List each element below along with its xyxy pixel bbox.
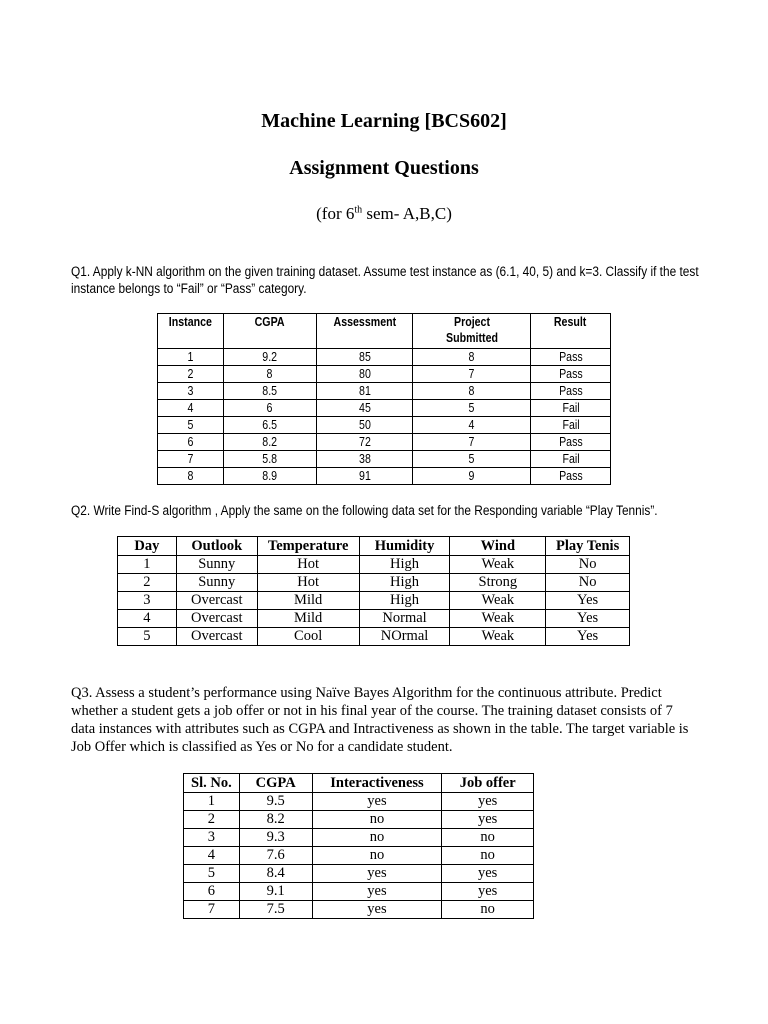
- table-cell: 7.6: [239, 847, 312, 865]
- table-cell-value: 9.2: [262, 349, 278, 364]
- table-row: [158, 383, 611, 400]
- table-cell: [413, 451, 531, 468]
- knn-training-table: [157, 313, 611, 485]
- column-header: Job offer: [442, 774, 534, 793]
- table-cell: Sunny: [176, 574, 257, 592]
- table-cell-value: Fail: [562, 451, 580, 466]
- table-cell-value: 5: [187, 417, 194, 432]
- table-cell-value: 38: [358, 451, 371, 466]
- table-cell: no: [442, 829, 534, 847]
- table-cell-value: 85: [358, 349, 371, 364]
- table-cell: yes: [442, 883, 534, 901]
- table-cell-value: Pass: [558, 366, 583, 381]
- table-cell-value: 6: [187, 434, 194, 449]
- table-cell: [223, 468, 316, 485]
- table-cell: No: [546, 556, 630, 574]
- table-cell: no: [442, 847, 534, 865]
- table-cell-value: 4: [187, 400, 194, 415]
- table-cell: 8.2: [239, 811, 312, 829]
- table-cell-value: 8: [468, 383, 475, 398]
- table-row: [184, 883, 534, 901]
- table-cell-value: 45: [358, 400, 371, 415]
- table-cell: [316, 349, 413, 366]
- table-cell: Sunny: [176, 556, 257, 574]
- table-cell: yes: [442, 811, 534, 829]
- subtitle-prefix: (for 6: [316, 204, 355, 223]
- table-cell-value: 8: [266, 366, 273, 381]
- naive-bayes-dataset-table: [183, 773, 534, 919]
- table-cell: [158, 383, 224, 400]
- table-cell: Cool: [257, 628, 359, 646]
- table-cell: yes: [442, 793, 534, 811]
- table-cell: 9.3: [239, 829, 312, 847]
- table-cell: yes: [312, 883, 442, 901]
- table-cell-value: 7: [468, 366, 475, 381]
- table-cell-value: Pass: [558, 383, 583, 398]
- table-cell-value: 9: [468, 468, 475, 483]
- table-row: [118, 610, 630, 628]
- table-cell-value: 5.8: [262, 451, 278, 466]
- table-row: [184, 865, 534, 883]
- table-cell: 3: [184, 829, 240, 847]
- table-cell-value: Fail: [562, 400, 580, 415]
- table-cell: 9.1: [239, 883, 312, 901]
- table-cell-value: 8.5: [262, 383, 278, 398]
- table-row: [158, 366, 611, 383]
- table-row: [118, 574, 630, 592]
- table-cell-value: 7: [187, 451, 194, 466]
- table-cell-value: Pass: [558, 349, 583, 364]
- question-3-text: Q3. Assess a student’s performance using Naïve Bayes Algorithm for the continuous attribute. Predict whether a student gets a job offer or not in his final year of the course. The training dataset consists of 7 data instances with attributes such as CGPA and Intractiveness as shown in the table. The target variable is Job Offer which is classified as Yes or No for a candidate student.: [71, 685, 689, 755]
- table-cell: [223, 366, 316, 383]
- table-cell: High: [359, 574, 450, 592]
- table-cell: Weak: [450, 628, 546, 646]
- table-cell: [413, 349, 531, 366]
- table-cell: Mild: [257, 610, 359, 628]
- table-cell: Strong: [450, 574, 546, 592]
- table-cell: 4: [118, 610, 177, 628]
- column-header: CGPA: [239, 774, 312, 793]
- table-cell: [531, 451, 611, 468]
- table-cell: [316, 400, 413, 417]
- table-cell: [158, 349, 224, 366]
- table-cell-value: Pass: [558, 468, 583, 483]
- table-cell: [531, 349, 611, 366]
- table-cell: Weak: [450, 592, 546, 610]
- table-cell: no: [312, 811, 442, 829]
- table-cell: [158, 400, 224, 417]
- table-cell: 7: [184, 901, 240, 919]
- question-2-text: Q2. Write Find-S algorithm , Apply the same on the following data set for the Responding variable “Play Tennis”.: [71, 503, 658, 518]
- table-cell: [316, 451, 413, 468]
- subtitle-suffix: sem- A,B,C): [362, 204, 452, 223]
- table-cell: [413, 417, 531, 434]
- table-cell: no: [312, 829, 442, 847]
- column-header: [316, 314, 413, 349]
- table-cell: [316, 417, 413, 434]
- table-row: [184, 811, 534, 829]
- subtitle-superscript: th: [354, 204, 363, 216]
- table-cell: [223, 417, 316, 434]
- table-cell-value: 3: [187, 383, 194, 398]
- table-cell: yes: [312, 901, 442, 919]
- column-header: Temperature: [257, 537, 359, 556]
- table-cell: [531, 366, 611, 383]
- column-header: [531, 314, 611, 349]
- table-cell: Hot: [257, 556, 359, 574]
- table-cell: yes: [312, 865, 442, 883]
- table-cell: [413, 468, 531, 485]
- document-subtitle: [0, 204, 768, 224]
- table-row: [158, 451, 611, 468]
- table-cell-value: 80: [358, 366, 371, 381]
- table-cell: 2: [184, 811, 240, 829]
- table-cell: no: [442, 901, 534, 919]
- table-cell-value: 50: [358, 417, 371, 432]
- table-cell-value: 8: [468, 349, 475, 364]
- column-header: Outlook: [176, 537, 257, 556]
- table-cell: Hot: [257, 574, 359, 592]
- course-title: Machine Learning [BCS602]: [261, 110, 507, 132]
- table-cell: NOrmal: [359, 628, 450, 646]
- table-cell: 7.5: [239, 901, 312, 919]
- table-cell: [223, 349, 316, 366]
- table-cell: [413, 434, 531, 451]
- table-cell: no: [312, 847, 442, 865]
- column-header: Play Tenis: [546, 537, 630, 556]
- table-row: [118, 556, 630, 574]
- table-cell: 8.4: [239, 865, 312, 883]
- table-cell: [531, 383, 611, 400]
- table-cell: Normal: [359, 610, 450, 628]
- table-cell: [531, 400, 611, 417]
- table-cell-value: 6.5: [262, 417, 278, 432]
- column-header: Wind: [450, 537, 546, 556]
- table-cell: High: [359, 556, 450, 574]
- column-header-label: Result: [554, 315, 587, 329]
- find-s-dataset-table: [117, 536, 630, 646]
- table-row: [184, 793, 534, 811]
- table-cell: Yes: [546, 628, 630, 646]
- table-cell: [413, 366, 531, 383]
- document-title: Assignment Questions: [289, 157, 479, 179]
- column-header: Day: [118, 537, 177, 556]
- table-cell: 4: [184, 847, 240, 865]
- table-cell: 3: [118, 592, 177, 610]
- table-cell: [413, 383, 531, 400]
- table-cell: 1: [184, 793, 240, 811]
- column-header: [413, 314, 531, 349]
- table-cell: [158, 417, 224, 434]
- table-cell: Overcast: [176, 610, 257, 628]
- table-cell: [316, 468, 413, 485]
- table-cell: [223, 451, 316, 468]
- table-cell-value: 2: [187, 366, 194, 381]
- column-header-label: CGPA: [254, 315, 285, 329]
- table-cell: [158, 366, 224, 383]
- table-cell: Yes: [546, 592, 630, 610]
- table-cell: [531, 417, 611, 434]
- table-cell: yes: [442, 865, 534, 883]
- table-row: [158, 400, 611, 417]
- table-row: [118, 628, 630, 646]
- table-cell: [223, 434, 316, 451]
- table-row: [158, 349, 611, 366]
- question-1-text: Q1. Apply k-NN algorithm on the given training dataset. Assume test instance as (6.1, 40, 5) and k=3. Classify if the test instance belongs to “Fail” or “Pass” category.: [71, 264, 699, 296]
- table-cell-value: 81: [358, 383, 371, 398]
- column-header-label: Instance: [168, 315, 213, 329]
- table-cell: Overcast: [176, 628, 257, 646]
- table-cell-value: 1: [187, 349, 194, 364]
- column-header: [223, 314, 316, 349]
- column-header: Interactiveness: [312, 774, 442, 793]
- table-cell: [158, 468, 224, 485]
- table-cell: Overcast: [176, 592, 257, 610]
- table-cell: 1: [118, 556, 177, 574]
- column-header-label: Project Submitted: [445, 315, 498, 345]
- table-cell: Mild: [257, 592, 359, 610]
- table-cell-value: 8.9: [262, 468, 278, 483]
- table-cell: [413, 400, 531, 417]
- table-cell: 2: [118, 574, 177, 592]
- table-cell: [158, 434, 224, 451]
- table-cell: [531, 434, 611, 451]
- table-cell: No: [546, 574, 630, 592]
- table-cell: [531, 468, 611, 485]
- table-row: [158, 468, 611, 485]
- table-row: [184, 829, 534, 847]
- table-cell: 5: [118, 628, 177, 646]
- column-header: Sl. No.: [184, 774, 240, 793]
- table-cell-value: Fail: [562, 417, 580, 432]
- table-cell: 6: [184, 883, 240, 901]
- table-cell-value: 7: [468, 434, 475, 449]
- table-cell-value: 8.2: [262, 434, 278, 449]
- table-header-row: [158, 314, 611, 349]
- column-header: Humidity: [359, 537, 450, 556]
- table-row: [158, 434, 611, 451]
- table-row: [184, 901, 534, 919]
- table-cell: [316, 366, 413, 383]
- table-cell-value: 5: [468, 451, 475, 466]
- table-cell: [223, 383, 316, 400]
- table-cell: 5: [184, 865, 240, 883]
- table-cell: [316, 434, 413, 451]
- table-cell: [316, 383, 413, 400]
- column-header: [158, 314, 224, 349]
- table-row: [158, 417, 611, 434]
- table-cell: Weak: [450, 556, 546, 574]
- table-cell: [158, 451, 224, 468]
- table-cell: High: [359, 592, 450, 610]
- table-cell-value: 5: [468, 400, 475, 415]
- table-cell: yes: [312, 793, 442, 811]
- table-cell-value: 6: [266, 400, 273, 415]
- table-cell: Weak: [450, 610, 546, 628]
- table-cell: 9.5: [239, 793, 312, 811]
- table-cell: [223, 400, 316, 417]
- table-cell-value: 91: [358, 468, 371, 483]
- table-cell-value: 4: [468, 417, 475, 432]
- table-cell-value: 72: [358, 434, 371, 449]
- table-header-row: [184, 774, 534, 793]
- table-cell-value: 8: [187, 468, 194, 483]
- table-header-row: [118, 537, 630, 556]
- table-row: [118, 592, 630, 610]
- table-cell: Yes: [546, 610, 630, 628]
- table-row: [184, 847, 534, 865]
- table-cell-value: Pass: [558, 434, 583, 449]
- column-header-label: Assessment: [333, 315, 396, 329]
